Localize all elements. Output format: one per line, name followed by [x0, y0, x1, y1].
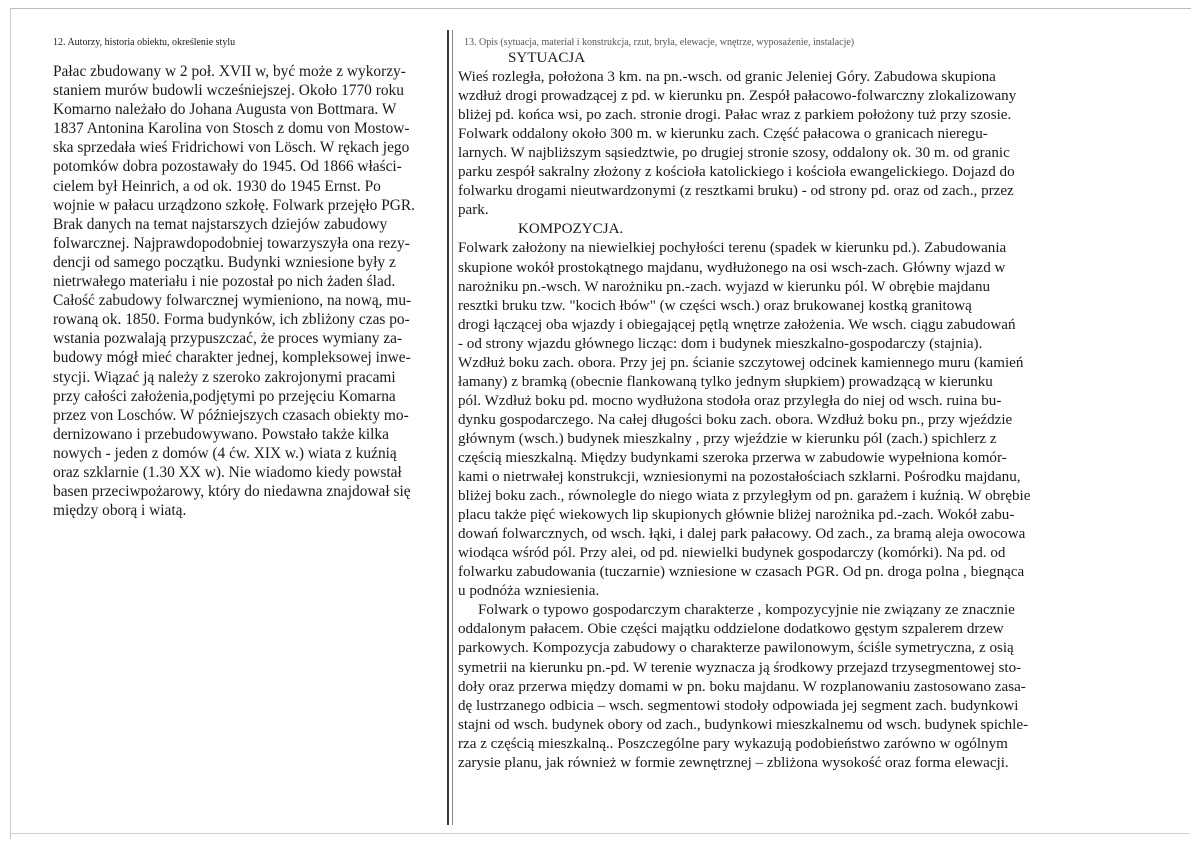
text-line: resztki bruku tzw. "kocich łbów" (w części wsch.) oraz brukowanej kostką granitową [458, 297, 972, 314]
right-column [458, 37, 1188, 773]
text-line: łamany) z bramką (obecnie flankowaną tylko jednym słupkiem) prowadzącą w kierunku [458, 373, 993, 390]
text-line: głównym (wsch.) budynek mieszkalny , przy wjeździe w kierunku pól (zach.) spichlerz z [458, 430, 997, 447]
text-line: bliżej boku zach., równolegle do niego wiata z przyległym od pn. garażem i kuźnią. W obrębie [458, 488, 1031, 505]
text-line: przy całości założenia,podjętymi po przejęciu Komarna [53, 387, 396, 405]
text-line: Wieś rozległa, położona 3 km. na pn.-wsch. od granic Jeleniej Góry. Zabudowa skupiona [458, 69, 996, 86]
sytuacja-title: SYTUACJA [508, 50, 586, 66]
text-line: Brak danych na temat najstarszych dziejów zabudowy [53, 215, 388, 233]
text-line: symetrii na kierunku pn.-pd. W terenie wyznacza ją środkowy przejazd trzysegmentowej sto- [458, 659, 1022, 676]
text-line: kami o nietrwałej konstrukcji, wzniesionymi na pozostałościach szklarni. Pośrodku majdanu, [458, 469, 1021, 486]
text-line: drogi łączącej oba wjazdy i obiegającej pętlą wnętrze założenia. We wsch. ciągu zabudowań [458, 316, 1016, 333]
text-line: Pałac zbudowany w 2 poł. XVII w, być może z wykorzy- [53, 63, 406, 80]
text-line: parku zespół sakralny złożony z kościoła katolickiego i kościoła ewangelickiego. Dojazd do [458, 164, 1015, 181]
text-line: folwarku zabudowania (tuczarnie) wzniesione w czasach PGR. Od pn. droga polna , biegnąca [458, 564, 1025, 581]
text-line: Całość zabudowy folwarcznej wymieniono, na nową, mu- [53, 292, 412, 310]
text-line: wiodąca wśród pól. Przy alei, od pd. niewielki budynek gospodarczy (komórki). Na pd. od [458, 545, 1006, 562]
text-line: staniem murów budowli wcześniejszej. Około 1770 roku [53, 82, 404, 100]
text-line: park. [458, 202, 489, 219]
text-line: basen przeciwpożarowy, który do niedawna znajdował się [53, 483, 411, 501]
kompozycja-title: KOMPOZYCJA. [518, 221, 624, 238]
text-line: 1837 Antonina Karolina von Stosch z domu von Mostow- [53, 120, 410, 138]
text-line: pól. Wzdłuż boku pd. mocno wydłużona stodoła oraz przyległa do niej od wsch. ruina bu- [458, 392, 1002, 409]
text-line: Wzdłuż boku zach. obora. Przy jej pn. ścianie szczytowej odcinek kamiennego muru (kamień [458, 354, 1024, 371]
text-line: ska sprzedała wieś Fridrichowi von Lösch. W rękach jego [53, 139, 410, 157]
text-line: częścią mieszkalną. Między budynkami szeroka przerwa w zabudowie wypełniona komór- [458, 449, 1007, 466]
text-line: dynku gospodarczego. Na całej długości boku zach. obora. Wzdłuż boku pn., przy wjeździe [458, 411, 1013, 428]
text-line: potomków dobra pozostawały do 1945. Od 1866 właści- [53, 158, 402, 176]
text-line: oraz szklarnie (1.30 XX w). Nie wiadomo kiedy powstał [53, 463, 402, 481]
left-column [53, 37, 443, 520]
text-line: folwarcznej. Najprawdopodobniej towarzyszyła ona rezy- [53, 234, 410, 252]
text-line: skupione wokół prostokątnego majdanu, wydłużonego na osi wsch-zach. Główny wjazd w [458, 259, 1006, 276]
text-line: bliżej pd. końca wsi, po zach. stronie drogi. Pałac wraz z parkiem położony tuż przy szosie. [458, 107, 1012, 124]
text-line: między oborą i wiatą. [53, 502, 187, 520]
description-text [458, 49, 1188, 773]
text-line: placu także pięć wiekowych lip skupionych głównie bliżej narożnika pd.-zach. Wokół zabu- [458, 507, 1015, 524]
text-line: Folwark założony na niewielkiej pochyłości terenu (spadek w kierunku pd.). Zabudowania [458, 240, 1007, 257]
text-line: u podnóża wzniesienia. [458, 583, 600, 600]
text-line: Komarno należało do Johana Augusta von Bottmara. W [53, 101, 397, 119]
text-line: wstania pozwalają przypuszczać, że proces wymiany za- [53, 330, 403, 348]
text-line: nietrwałego materiału i nie pozostał po nich żaden ślad. [53, 273, 396, 291]
text-line: larnych. W najbliższym sąsiedztwie, po drugiej stronie szosy, oddalony ok. 30 m. od granic [458, 145, 1010, 162]
text-line: dencji od samego początku. Budynki wzniesione były z [53, 253, 396, 271]
text-line: cielem był Heinrich, a od ok. 1930 do 1945 Ernst. Po [53, 177, 381, 195]
text-line: rowaną ok. 1850. Forma budynków, ich zbliżony czas po- [53, 311, 410, 329]
page-bottom-rule [10, 833, 1190, 834]
history-text [53, 62, 443, 520]
text-line: oddalonym pałacem. Obie części majątku oddzielone dodatkowo gęstym szpalerem drzew [458, 621, 1004, 638]
text-line: - od strony wjazdu głównego licząc: dom i budynek mieszkalno-gospodarczy (stajnia). [458, 335, 983, 352]
text-line: stycji. Wiązać ją należy z szeroko zakrojonymi pracami [53, 368, 396, 386]
text-line: folwarku drogami nieutwardzonymi (z resztkami bruku) - od strony pd. oraz od zach., przez [458, 183, 1014, 200]
text-line: zarysie planu, jak również w formie zewnętrznej – zbliżona wysokość oraz forma elewacji. [458, 754, 1009, 771]
text-line: dę lustrzanego odbicia – wsch. segmentowi stodoły odpowiada jej segment zach. budynkowi [458, 697, 1019, 714]
section-13-heading: 13. Opis (sytuacja, materiał i konstrukcja, rzut, bryła, elewacje, wnętrze, wyposażenie, instalacje) [464, 37, 855, 48]
text-line: budowy mógł mieć charakter jednej, kompleksowej inwe- [53, 349, 411, 367]
text-line: parkowych. Kompozycja zabudowy o charakterze pawilonowym, ściśle symetryczna, z osią [458, 640, 1014, 657]
text-line: stajni od wsch. budynek obory od zach., budynkowi mieszkalnemu od wsch. budynek spichle- [458, 716, 1029, 733]
text-line: dowań folwarcznych, od wsch. łąki, i dalej park pałacowy. Od zach., za bramą aleja owocowa [458, 526, 1026, 543]
text-line: wzdłuż drogi prowadzącej z pd. w kierunku pn. Zespół pałacowo-folwarczny zlokalizowany [458, 88, 1017, 105]
text-line: narożniku pn.-wsch. W narożniku pn.-zach. wyjazd w kierunku pól. W obrębie majdanu [458, 278, 991, 295]
text-line: doły oraz przerwa między domami w pn. boku majdanu. W rozplanowaniu zastosowano zasa- [458, 678, 1026, 695]
text-line: wojnie w pałacu urządzono szkołę. Folwark przejęło PGR. [53, 196, 416, 214]
column-divider [447, 30, 449, 825]
section-12-heading: 12. Autorzy, historia obiektu, określenie stylu [53, 37, 236, 48]
column-divider-thin [452, 30, 453, 825]
text-line: przez von Loschów. W późniejszych czasach obiekty mo- [53, 406, 409, 424]
text-line: dernizowano i przebudowywano. Powstało także kilka [53, 425, 389, 443]
text-line: Folwark oddalony około 300 m. w kierunku zach. Część pałacowa o granicach nieregu- [458, 126, 988, 143]
text-line: rza z częścią mieszkalną.. Poszczególne pary wykazują podobieństwo zarówno w ogólnym [458, 735, 1008, 752]
text-line: nowych - jeden z domów (4 ćw. XIX w.) wiata z kuźnią [53, 444, 397, 462]
text-line: Folwark o typowo gospodarczym charakterze , kompozycyjnie nie związany ze znacznie [478, 602, 1015, 619]
